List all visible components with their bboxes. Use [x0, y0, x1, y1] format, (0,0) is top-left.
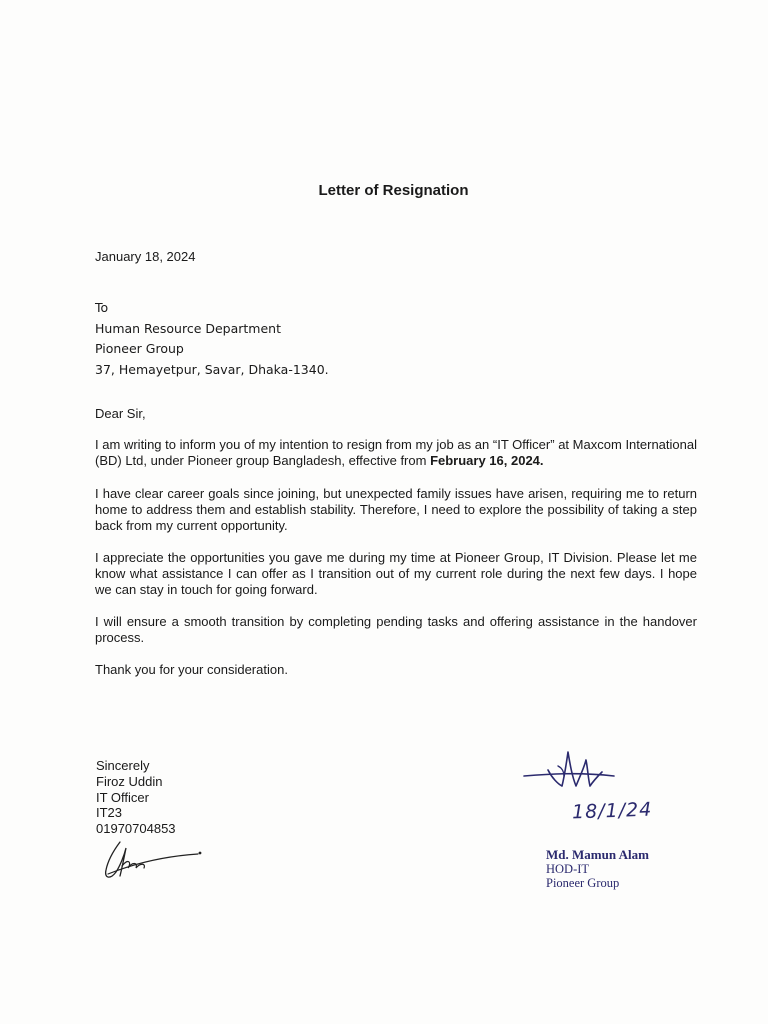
paragraph-appreciation: I appreciate the opportunities you gave me during my time at Pioneer Group, IT Division. Please let me know what assistance I can offer as I transition out of my current role during the next few days. I hope we can stay in touch for going forward.	[95, 550, 697, 597]
sender-signature	[98, 836, 208, 886]
approver-signature	[518, 748, 658, 838]
approver-position: HOD-IT	[546, 862, 590, 876]
approver-name: Md. Mamun Alam	[546, 847, 649, 862]
paragraph-transition: I will ensure a smooth transition by completing pending tasks and offering assistance in the handover process.	[95, 614, 697, 645]
salutation: Dear Sir,	[95, 406, 146, 421]
paragraph-intent-text: I am writing to inform you of my intention to resign from my job as an “IT Officer” at Maxcom International (BD) Ltd, under Pioneer group Bangladesh, effective from	[95, 437, 697, 468]
address-company: Pioneer Group	[95, 341, 184, 356]
letter-date: January 18, 2024	[95, 249, 196, 264]
letter-title: Letter of Resignation	[318, 182, 469, 199]
paragraph-intent	[95, 437, 697, 469]
address-street: 37, Hemayetpur, Savar, Dhaka-1340.	[95, 361, 329, 377]
sender-position: IT Officer	[96, 789, 149, 805]
approver-handwritten-date: 18/1/24	[571, 798, 653, 824]
thanks-line: Thank you for your consideration.	[95, 662, 288, 677]
recipient-address	[95, 298, 329, 380]
effective-date: February 16, 2024.	[430, 452, 544, 468]
approver-company: Pioneer Group	[546, 876, 620, 890]
sender-closing: Sincerely	[96, 758, 150, 773]
sender-id: IT23	[96, 805, 123, 821]
approver-block	[546, 848, 649, 890]
sender-name: Firoz Uddin	[96, 773, 163, 789]
address-department: Human Resource Department	[95, 320, 281, 336]
sender-phone: 01970704853	[96, 821, 176, 837]
paragraph-reason: I have clear career goals since joining, but unexpected family issues have arisen, requiring me to return home to address them and establish stability. Therefore, I need to explore the possibility of taking a step back from my current opportunity.	[95, 486, 697, 533]
sender-block	[96, 758, 176, 837]
address-to: To	[95, 300, 109, 315]
